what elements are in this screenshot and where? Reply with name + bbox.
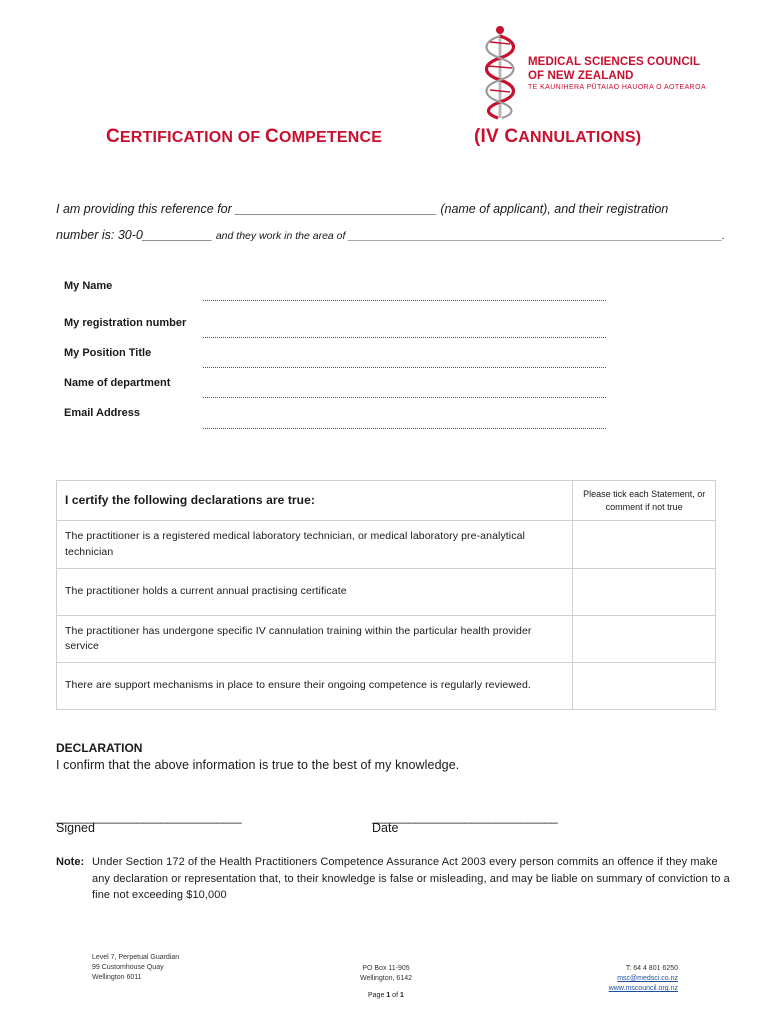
- field-label-position: My Position Title: [64, 347, 152, 359]
- declaration-heading: DECLARATION: [56, 741, 143, 755]
- field-label-department: Name of department: [64, 377, 171, 389]
- caduceus-icon: [478, 22, 522, 120]
- field-line-registration[interactable]: [203, 336, 606, 338]
- field-label-name: My Name: [64, 280, 113, 292]
- table-header-tick: Please tick each Statement, or comment if not true: [573, 481, 716, 521]
- title-certification: CERTIFICATION OF COMPETENCE: [106, 126, 383, 147]
- field-line-name[interactable]: [203, 299, 606, 301]
- intro-line-2: number is: 30-0__________ and they work in the area of ________________________________________________________________.: [56, 228, 725, 242]
- tick-cell[interactable]: [573, 569, 716, 616]
- footer-address: Level 7, Perpetual Guardian 99 Customhouse Quay Wellington 6011: [92, 954, 180, 982]
- footer-website-link[interactable]: www.mscouncil.org.nz: [608, 985, 678, 993]
- logo-text-maori: TE KAUNIHERA PŪTAIAO HAUORA O AOTEAROA: [528, 84, 707, 91]
- logo-text-line2: OF NEW ZEALAND: [528, 70, 634, 82]
- signature-line[interactable]: ______________________________: [56, 810, 242, 824]
- statement-text: There are support mechanisms in place to ensure their ongoing competence is regularly reviewed.: [57, 663, 573, 710]
- note-label: Note:: [56, 856, 85, 868]
- field-label-email: Email Address: [64, 407, 141, 419]
- tick-cell[interactable]: [573, 521, 716, 569]
- table-row: [57, 663, 716, 710]
- footer-contact: [596, 964, 678, 994]
- field-line-department[interactable]: [203, 396, 606, 398]
- date-line[interactable]: ______________________________: [372, 810, 558, 824]
- table-row: [57, 521, 716, 569]
- council-logo: [476, 22, 726, 122]
- table-header-statement: I certify the following declarations are true:: [57, 481, 573, 521]
- note-text: Under Section 172 of the Health Practitioners Competence Assurance Act 2003 every person commits an offence if they make any declaration or representation that, to their knowledge is false or misleading, and may be liable on summary of conviction to a fine not exceeding $10,000: [92, 856, 730, 901]
- declaration-text: I confirm that the above information is true to the best of my knowledge.: [56, 758, 460, 772]
- table-header-row: [57, 481, 716, 521]
- field-line-position[interactable]: [203, 366, 606, 368]
- footer-phone: T: 64 4 801 6250: [625, 965, 678, 972]
- date-label: Date: [372, 821, 399, 835]
- table-row: [57, 569, 716, 616]
- title-iv-cannulations: (IV CANNULATIONS): [474, 126, 642, 147]
- intro-line-1: I am providing this reference for _____________________________ (name of applicant), and their registration: [56, 202, 669, 216]
- signed-label: Signed: [56, 821, 95, 835]
- statement-text: The practitioner is a registered medical laboratory technician, or medical laboratory pre-analytical technician: [57, 521, 573, 569]
- statement-text: The practitioner has undergone specific IV cannulation training within the particular health provider service: [57, 616, 573, 663]
- logo-text-line1: MEDICAL SCIENCES COUNCIL: [528, 56, 701, 68]
- tick-cell[interactable]: [573, 616, 716, 663]
- field-line-email[interactable]: [203, 427, 606, 429]
- footer-po-box: PO Box 11-905 Wellington, 6142: [359, 965, 413, 983]
- table-row: [57, 616, 716, 663]
- page-number: Page 1 of 1: [368, 992, 404, 999]
- footer-email-link[interactable]: msc@medsci.co.nz: [617, 975, 678, 983]
- tick-cell[interactable]: [573, 663, 716, 710]
- field-label-registration: My registration number: [64, 317, 187, 329]
- statement-text: The practitioner holds a current annual practising certificate: [57, 569, 573, 616]
- declarations-table: [56, 480, 716, 710]
